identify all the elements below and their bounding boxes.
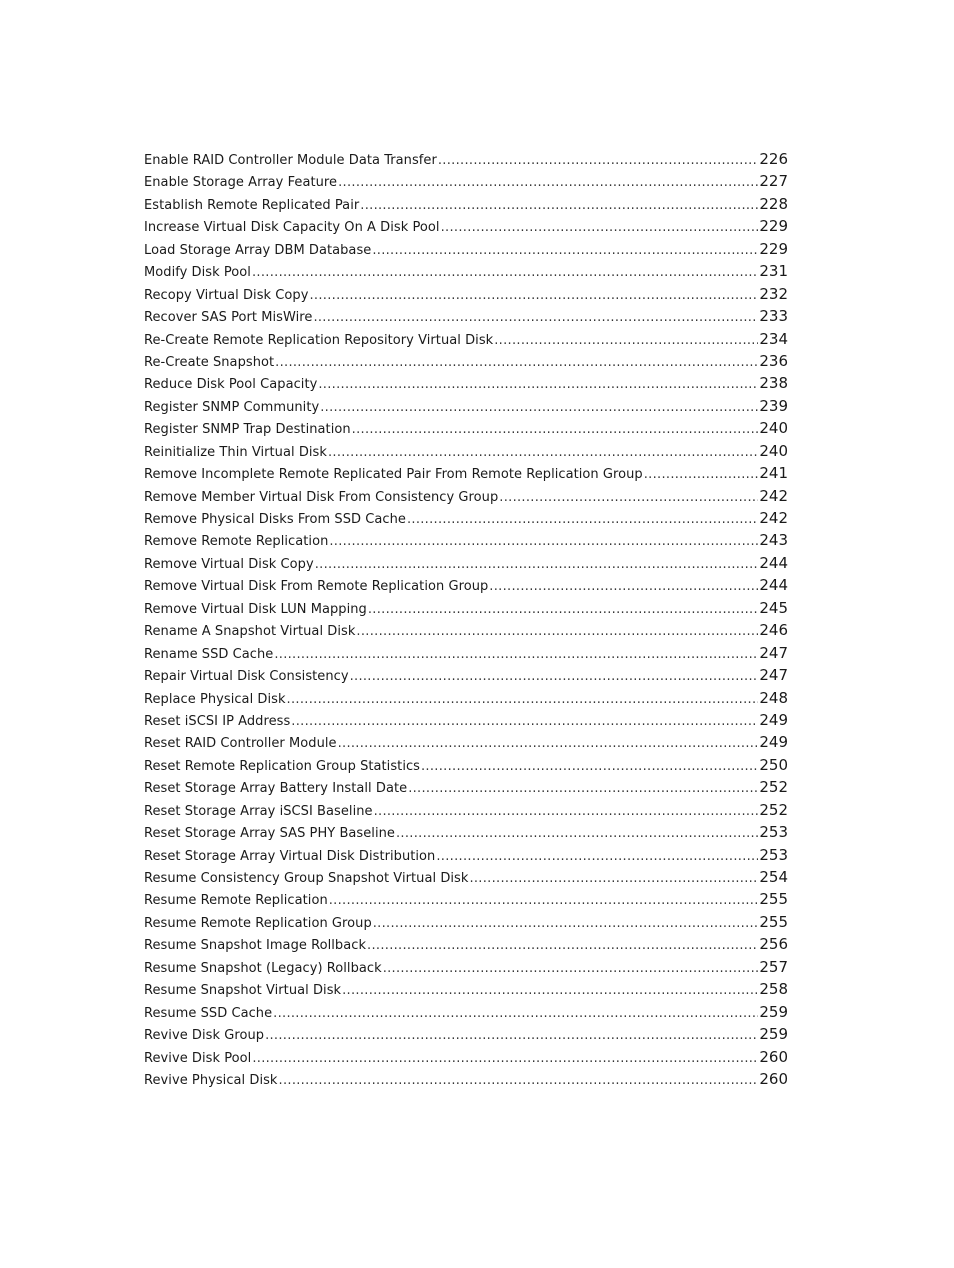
dot-leader [441,217,759,239]
dot-leader [252,1048,758,1070]
toc-entry-title: Resume SSD Cache [144,1005,273,1021]
dot-leader [373,913,759,935]
toc-entry-title: Remove Virtual Disk Copy [144,556,314,572]
dot-leader [367,935,758,957]
toc-entry-page-number: 248 [759,688,788,707]
toc-entry[interactable] [144,597,788,619]
dot-leader [352,419,759,441]
toc-entry[interactable] [144,260,788,282]
toc-entry-page-number: 236 [759,351,788,370]
toc-entry-page-number: 229 [759,217,788,236]
toc-entry[interactable] [144,664,788,686]
toc-entry-title: Revive Disk Pool [144,1050,252,1066]
toc-entry-page-number: 238 [759,374,788,393]
dot-leader [265,1025,758,1047]
toc-entry[interactable] [144,776,788,798]
toc-entry-title: Load Storage Array DBM Database [144,242,372,258]
dot-leader [372,240,758,262]
toc-entry-title: Re-Create Remote Replication Repository Virtual Disk [144,332,494,348]
toc-entry-title: Reset Remote Replication Group Statistics [144,758,420,774]
toc-entry-page-number: 240 [759,441,788,460]
toc-entry[interactable] [144,1023,788,1045]
toc-entry-title: Enable RAID Controller Module Data Transfer [144,153,437,168]
dot-leader [368,599,758,621]
toc-entry-title: Rename A Snapshot Virtual Disk [144,624,356,640]
toc-entry-title: Revive Disk Group [144,1028,265,1044]
dot-leader [342,980,758,1002]
toc-entry-title: Reset RAID Controller Module [144,736,337,752]
toc-entry-title: Reduce Disk Pool Capacity [144,377,318,393]
toc-entry-title: Reset iSCSI IP Address [144,713,291,729]
toc-entry-title: Remove Virtual Disk LUN Mapping [144,601,367,617]
toc-entry-page-number: 260 [759,1047,788,1066]
toc-entry-page-number: 253 [759,845,788,864]
dot-leader [273,1003,758,1025]
table-of-contents [144,148,788,1090]
toc-entry-title: Reset Storage Array Battery Install Date [144,781,408,797]
toc-entry-page-number: 253 [759,823,788,842]
toc-entry-page-number: 233 [759,307,788,326]
toc-entry-title: Resume Snapshot Virtual Disk [144,983,342,999]
toc-entry-page-number: 227 [759,172,788,191]
dot-leader [320,397,758,419]
dot-leader [315,554,759,576]
toc-entry-title: Reset Storage Array Virtual Disk Distribution [144,848,436,864]
toc-entry-page-number: 247 [759,643,788,662]
toc-entry[interactable] [144,866,788,888]
toc-entry[interactable] [144,417,788,439]
dot-leader [469,868,758,890]
dot-leader [287,689,759,711]
toc-entry[interactable] [144,328,788,350]
toc-entry-page-number: 249 [759,710,788,729]
toc-entry[interactable] [144,215,788,237]
dot-leader [309,285,758,307]
dot-leader [338,172,758,194]
toc-entry-page-number: 226 [759,150,788,168]
toc-entry[interactable] [144,911,788,933]
dot-leader [356,621,758,643]
toc-entry-title: Revive Physical Disk [144,1072,278,1088]
dot-leader [275,352,758,374]
toc-entry-page-number: 257 [759,957,788,976]
dot-leader [252,262,758,284]
toc-entry[interactable] [144,687,788,709]
toc-entry[interactable] [144,395,788,417]
toc-entry-title: Resume Remote Replication [144,893,328,909]
toc-entry[interactable] [144,372,788,394]
toc-entry-title: Re-Create Snapshot [144,354,275,370]
toc-entry[interactable] [144,148,788,170]
toc-entry[interactable] [144,305,788,327]
toc-entry[interactable] [144,619,788,641]
toc-entry[interactable] [144,933,788,955]
toc-entry-page-number: 232 [759,284,788,303]
dot-leader [396,823,758,845]
toc-entry-page-number: 260 [759,1069,788,1088]
dot-leader [408,778,758,800]
toc-entry[interactable] [144,888,788,910]
toc-entry-title: Recopy Virtual Disk Copy [144,287,309,303]
toc-entry-title: Reinitialize Thin Virtual Disk [144,444,327,460]
toc-entry-title: Enable Storage Array Feature [144,175,338,191]
toc-entry[interactable] [144,193,788,215]
toc-entry-page-number: 254 [759,868,788,886]
toc-entry-title: Remove Member Virtual Disk From Consistency Group [144,489,499,505]
toc-entry[interactable] [144,574,788,596]
toc-entry-page-number: 239 [759,396,788,415]
toc-entry-page-number: 256 [759,935,788,954]
toc-entry-title: Remove Physical Disks From SSD Cache [144,512,406,527]
toc-entry[interactable] [144,170,788,192]
toc-entry[interactable] [144,350,788,372]
toc-entry[interactable] [144,978,788,1000]
dot-leader [329,890,759,912]
toc-entry-page-number: 243 [759,531,788,550]
toc-entry-title: Replace Physical Disk [144,691,286,707]
toc-entry-page-number: 231 [759,262,788,281]
toc-entry[interactable] [144,1046,788,1068]
dot-leader [360,195,758,217]
toc-entry-page-number: 259 [759,1002,788,1021]
dot-leader [499,487,758,509]
toc-entry-title: Repair Virtual Disk Consistency [144,669,349,685]
toc-entry-page-number: 229 [759,239,788,258]
dot-leader [644,464,759,486]
toc-entry-title: Modify Disk Pool [144,265,251,281]
toc-entry[interactable] [144,754,788,776]
toc-entry-page-number: 242 [759,486,788,505]
toc-entry-title: Remove Remote Replication [144,534,329,550]
toc-entry-page-number: 242 [759,509,788,527]
toc-entry[interactable] [144,821,788,843]
toc-entry-title: Remove Incomplete Remote Replicated Pair From Remote Replication Group [144,467,643,483]
dot-leader [338,733,759,755]
dot-leader [350,666,759,688]
toc-entry[interactable] [144,844,788,866]
toc-entry-title: Establish Remote Replicated Pair [144,197,360,213]
toc-entry[interactable] [144,709,788,731]
dot-leader [329,531,758,553]
dot-leader [438,150,758,172]
toc-entry[interactable] [144,529,788,551]
toc-entry-page-number: 255 [759,890,788,909]
toc-entry[interactable] [144,1068,788,1090]
toc-entry-page-number: 245 [759,598,788,617]
toc-entry-title: Recover SAS Port MisWire [144,310,313,326]
toc-entry[interactable] [144,462,788,484]
toc-entry-title: Increase Virtual Disk Capacity On A Disk Pool [144,220,440,236]
toc-entry-page-number: 252 [759,800,788,819]
toc-entry-title: Register SNMP Trap Destination [144,422,351,438]
toc-entry[interactable] [144,956,788,978]
toc-entry[interactable] [144,731,788,753]
dot-leader [421,756,758,778]
toc-entry-title: Reset Storage Array iSCSI Baseline [144,803,373,819]
toc-entry-title: Remove Virtual Disk From Remote Replication Group [144,579,489,595]
toc-entry[interactable] [144,238,788,260]
toc-entry-page-number: 234 [759,329,788,348]
dot-leader [374,801,759,823]
dot-leader [279,1070,759,1092]
toc-entry-page-number: 246 [759,621,788,640]
toc-entry-title: Resume Snapshot (Legacy) Rollback [144,960,382,976]
toc-entry-title: Resume Snapshot Image Rollback [144,938,367,954]
toc-entry[interactable] [144,440,788,462]
dot-leader [489,576,758,598]
toc-entry-page-number: 244 [759,553,788,572]
toc-entry-page-number: 252 [759,778,788,797]
dot-leader [318,374,758,396]
toc-entry[interactable] [144,485,788,507]
toc-entry-page-number: 255 [759,912,788,931]
dot-leader [328,442,758,464]
toc-entry-title: Rename SSD Cache [144,646,274,662]
dot-leader [313,307,758,329]
toc-entry-page-number: 228 [759,194,788,213]
toc-entry-page-number: 250 [759,755,788,774]
toc-entry-title: Register SNMP Community [144,399,320,415]
toc-entry-title: Resume Remote Replication Group [144,915,372,931]
toc-entry-title: Reset Storage Array SAS PHY Baseline [144,826,395,842]
dot-leader [436,846,758,868]
dot-leader [383,958,759,980]
toc-entry-page-number: 241 [759,464,788,483]
toc-entry[interactable] [144,642,788,664]
dot-leader [274,644,758,666]
toc-entry-page-number: 249 [759,733,788,752]
dot-leader [407,509,758,531]
toc-entry-page-number: 244 [759,576,788,595]
toc-entry-title: Resume Consistency Group Snapshot Virtual Disk [144,871,469,886]
dot-leader [494,330,758,352]
toc-entry-page-number: 247 [759,666,788,685]
toc-entry[interactable] [144,283,788,305]
dot-leader [291,711,758,733]
toc-entry-page-number: 240 [759,419,788,438]
toc-entry[interactable] [144,507,788,529]
toc-entry[interactable] [144,1001,788,1023]
toc-entry-page-number: 258 [759,980,788,999]
toc-entry[interactable] [144,799,788,821]
toc-entry-page-number: 259 [759,1025,788,1044]
toc-entry[interactable] [144,552,788,574]
